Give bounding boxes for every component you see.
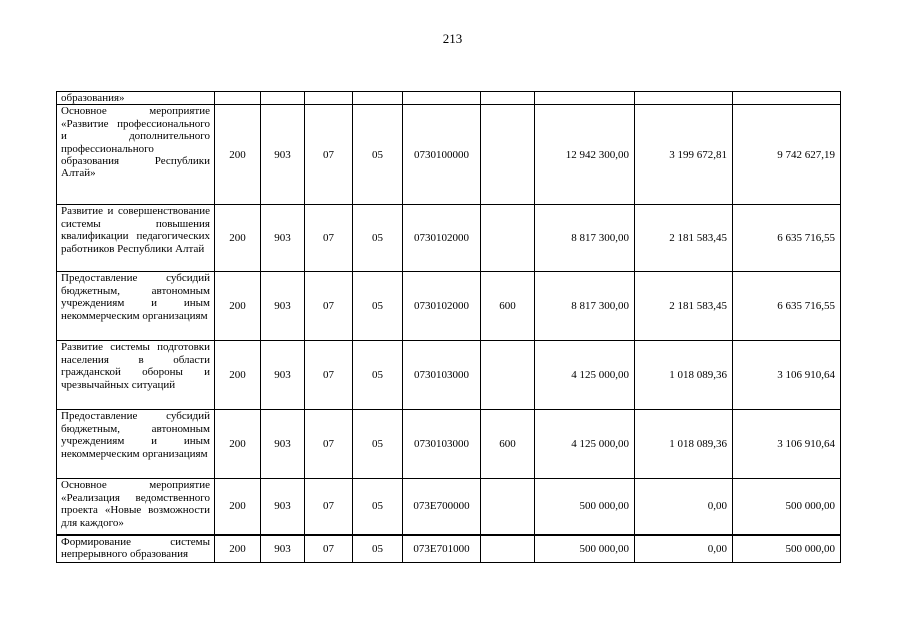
- cell-c7: 8 817 300,00: [535, 272, 635, 341]
- cell-c5: 0730102000: [403, 205, 481, 272]
- cell-c8: 2 181 583,45: [635, 205, 733, 272]
- row-name-cell: Развитие системы подготовки населения в области гражданской обороны и чрезвычайных ситуаций: [57, 341, 215, 410]
- row-name-cell: образования»: [57, 92, 215, 105]
- table-row: [57, 92, 841, 105]
- cell-c6: 600: [481, 272, 535, 341]
- cell-c4: 05: [353, 410, 403, 479]
- cell-c8: 0,00: [635, 479, 733, 535]
- row-name-cell: Развитие и совершенствование системы повышения квалификации педагогических работников Республики Алтай: [57, 205, 215, 272]
- cell-c1: [215, 92, 261, 105]
- row-name-cell: Предоставление субсидий бюджетным, автономным учреждениям и иным некоммерческим организациям: [57, 272, 215, 341]
- cell-c8: 0,00: [635, 535, 733, 563]
- cell-c3: [305, 92, 353, 105]
- cell-c5: 073E700000: [403, 479, 481, 535]
- table-row: [57, 535, 841, 563]
- cell-c7: 500 000,00: [535, 479, 635, 535]
- row-name-cell: Основное мероприятие «Реализация ведомственного проекта «Новые возможности для каждого»: [57, 479, 215, 535]
- table-row: [57, 205, 841, 272]
- cell-c4: 05: [353, 105, 403, 205]
- cell-c1: 200: [215, 341, 261, 410]
- cell-c6: [481, 92, 535, 105]
- cell-c9: 3 106 910,64: [733, 410, 841, 479]
- cell-c5: 0730100000: [403, 105, 481, 205]
- budget-table: [56, 91, 841, 563]
- cell-c4: 05: [353, 205, 403, 272]
- cell-c9: 9 742 627,19: [733, 105, 841, 205]
- cell-c4: 05: [353, 341, 403, 410]
- cell-c5: 0730103000: [403, 410, 481, 479]
- cell-c3: 07: [305, 410, 353, 479]
- cell-c7: [535, 92, 635, 105]
- table-row: [57, 272, 841, 341]
- cell-c8: 1 018 089,36: [635, 341, 733, 410]
- table-row: [57, 479, 841, 535]
- cell-c4: 05: [353, 479, 403, 535]
- cell-c4: 05: [353, 535, 403, 563]
- cell-c7: 4 125 000,00: [535, 341, 635, 410]
- cell-c6: [481, 341, 535, 410]
- cell-c5: 0730103000: [403, 341, 481, 410]
- cell-c7: 4 125 000,00: [535, 410, 635, 479]
- cell-c8: 3 199 672,81: [635, 105, 733, 205]
- cell-c2: 903: [261, 341, 305, 410]
- cell-c3: 07: [305, 535, 353, 563]
- cell-c1: 200: [215, 535, 261, 563]
- cell-c4: [353, 92, 403, 105]
- page-number: 213: [442, 31, 463, 46]
- table-row: [57, 410, 841, 479]
- cell-c8: [635, 92, 733, 105]
- cell-c2: 903: [261, 205, 305, 272]
- cell-c3: 07: [305, 479, 353, 535]
- cell-c3: 07: [305, 272, 353, 341]
- cell-c6: 600: [481, 410, 535, 479]
- cell-c6: [481, 535, 535, 563]
- cell-c7: 500 000,00: [535, 535, 635, 563]
- cell-c7: 12 942 300,00: [535, 105, 635, 205]
- cell-c3: 07: [305, 105, 353, 205]
- cell-c1: 200: [215, 410, 261, 479]
- cell-c5: 073E701000: [403, 535, 481, 563]
- cell-c5: 0730102000: [403, 272, 481, 341]
- cell-c1: 200: [215, 205, 261, 272]
- cell-c1: 200: [215, 272, 261, 341]
- cell-c2: 903: [261, 535, 305, 563]
- cell-c1: 200: [215, 105, 261, 205]
- cell-c8: 1 018 089,36: [635, 410, 733, 479]
- cell-c2: 903: [261, 272, 305, 341]
- cell-c2: 903: [261, 105, 305, 205]
- cell-c9: 6 635 716,55: [733, 205, 841, 272]
- cell-c6: [481, 105, 535, 205]
- cell-c2: 903: [261, 410, 305, 479]
- cell-c5: [403, 92, 481, 105]
- cell-c3: 07: [305, 205, 353, 272]
- cell-c9: 6 635 716,55: [733, 272, 841, 341]
- row-name-cell: Формирование системы непрерывного образования: [57, 535, 215, 563]
- cell-c1: 200: [215, 479, 261, 535]
- cell-c2: 903: [261, 479, 305, 535]
- cell-c8: 2 181 583,45: [635, 272, 733, 341]
- cell-c6: [481, 205, 535, 272]
- cell-c9: [733, 92, 841, 105]
- cell-c2: [261, 92, 305, 105]
- cell-c4: 05: [353, 272, 403, 341]
- row-name-cell: Предоставление субсидий бюджетным, автономным учреждениям и иным некоммерческим организациям: [57, 410, 215, 479]
- table-row: [57, 105, 841, 205]
- cell-c7: 8 817 300,00: [535, 205, 635, 272]
- cell-c3: 07: [305, 341, 353, 410]
- cell-c9: 3 106 910,64: [733, 341, 841, 410]
- cell-c9: 500 000,00: [733, 479, 841, 535]
- row-name-cell: Основное мероприятие «Развитие профессионального и дополнительного профессионального образования Республики Алтай»: [57, 105, 215, 205]
- table-row: [57, 341, 841, 410]
- cell-c6: [481, 479, 535, 535]
- cell-c9: 500 000,00: [733, 535, 841, 563]
